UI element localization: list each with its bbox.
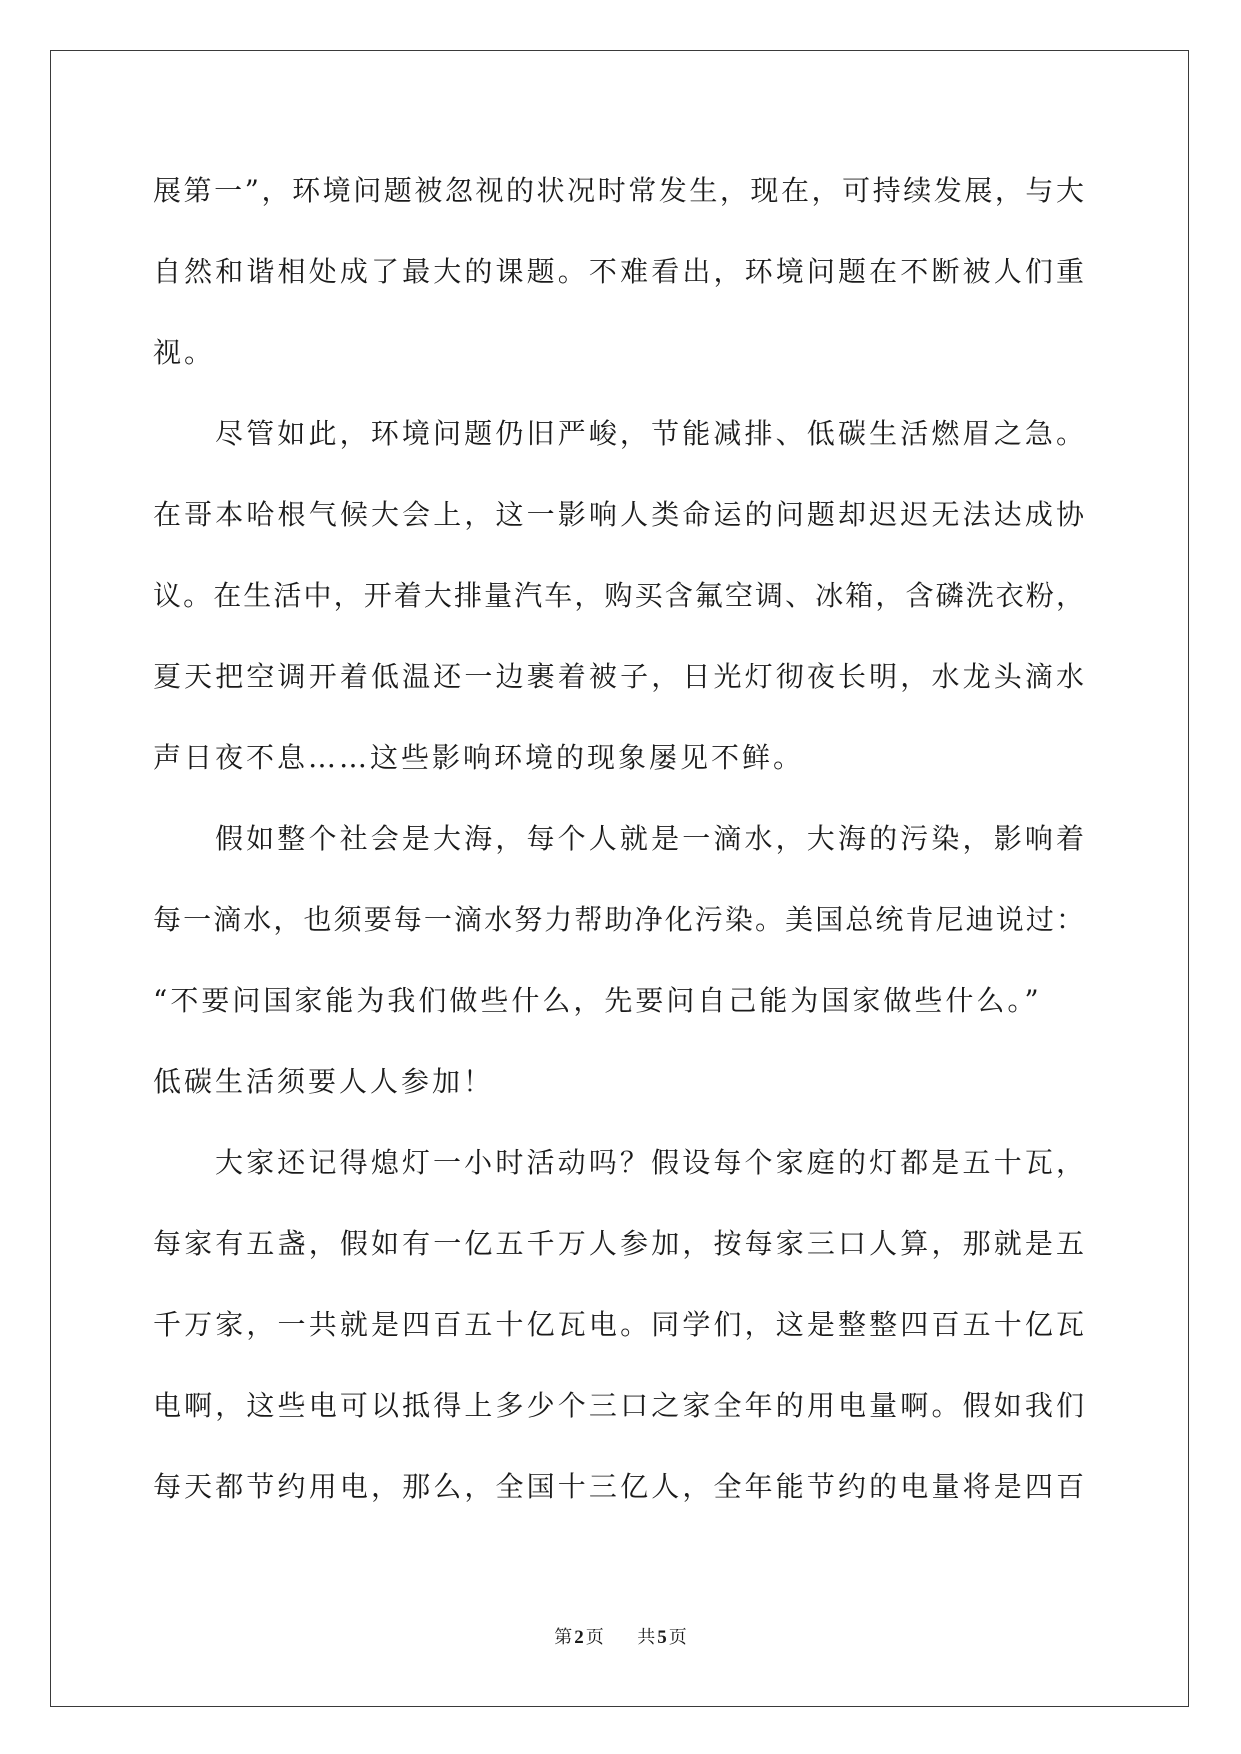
total-pages-label — [637, 1627, 687, 1648]
body-text — [153, 150, 1085, 1527]
text-line: 视。 — [153, 336, 216, 369]
paragraph — [153, 150, 1085, 393]
text-line: 千万家，一共就是四百五十亿瓦电。同学们，这是整整四百五十亿瓦 — [153, 1308, 1085, 1341]
text-line: 在哥本哈根气候大会上，这一影响人类命运的问题却迟迟无法达成协 — [153, 498, 1085, 531]
total-page-count: 5 — [657, 1627, 667, 1648]
text-line: 假如整个社会是大海，每个人就是一滴水，大海的污染，影响着 — [215, 822, 1085, 855]
total-prefix: 共 — [637, 1627, 656, 1648]
paragraph — [153, 1122, 1085, 1527]
text-line: 每家有五盏，假如有一亿五千万人参加，按每家三口人算，那就是五 — [153, 1227, 1085, 1260]
text-line: 每一滴水，也须要每一滴水努力帮助净化污染。美国总统肯尼迪说过： — [153, 903, 1085, 936]
text-line: 展第一”，环境问题被忽视的状况时常发生，现在，可持续发展，与大 — [153, 174, 1085, 207]
text-line: 大家还记得熄灯一小时活动吗？假设每个家庭的灯都是五十瓦， — [215, 1146, 1085, 1179]
page-number-label — [554, 1627, 609, 1648]
text-line: 议。在生活中，开着大排量汽车，购买含氟空调、冰箱，含磷洗衣粉， — [153, 579, 1085, 612]
text-line: 声日夜不息……这些影响环境的现象屡见不鲜。 — [153, 741, 805, 774]
text-line: 电啊，这些电可以抵得上多少个三口之家全年的用电量啊。假如我们 — [153, 1389, 1085, 1422]
text-line: 尽管如此，环境问题仍旧严峻，节能减排、低碳生活燃眉之急。 — [215, 417, 1085, 450]
text-line: 低碳生活须要人人参加！ — [153, 1065, 495, 1098]
page-suffix: 页 — [585, 1627, 604, 1648]
page-footer — [0, 1624, 1241, 1652]
text-line: 每天都节约用电，那么，全国十三亿人，全年能节约的电量将是四百 — [153, 1470, 1085, 1503]
text-line: 自然和谐相处成了最大的课题。不难看出，环境问题在不断被人们重 — [153, 255, 1085, 288]
paragraph — [153, 393, 1085, 798]
paragraph — [153, 798, 1085, 1122]
text-line: 夏天把空调开着低温还一边裹着被子，日光灯彻夜长明，水龙头滴水 — [153, 660, 1085, 693]
current-page-number: 2 — [574, 1627, 584, 1648]
total-suffix: 页 — [668, 1627, 687, 1648]
page-prefix: 第 — [554, 1627, 573, 1648]
text-line: “不要问国家能为我们做些什么，先要问自己能为国家做些什么。” — [153, 984, 1042, 1017]
